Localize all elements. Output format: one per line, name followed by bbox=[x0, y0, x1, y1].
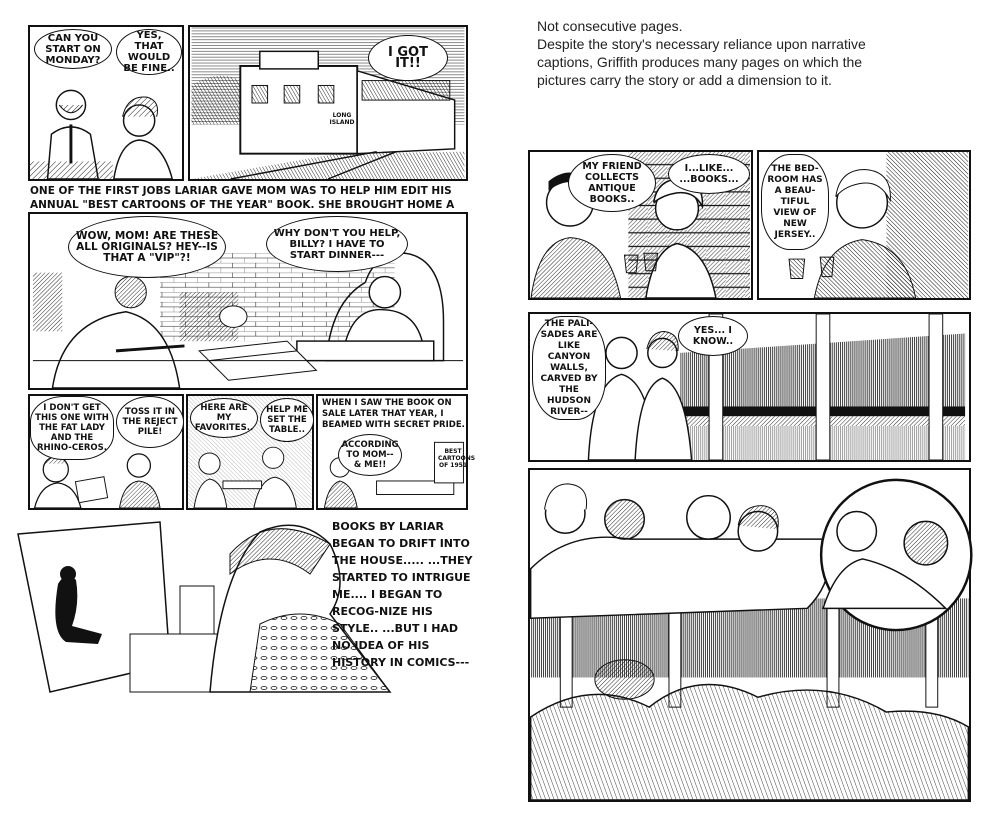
caption-books-by-lariar: BOOKS BY LARIAR BEGAN TO DRIFT INTO THE HOUSE..... ...THEY STARTED TO INTRIGUE ME.... I BEGAN TO RECOG-NIZE HIS STYLE.. ...BUT I HAD NO IDEA OF HIS HISTORY IN COMICS--- bbox=[332, 520, 473, 669]
bubble-can-you-start-monday: CAN YOU START ON MONDAY? bbox=[34, 29, 112, 69]
bubble-according-to-mom: ACCORDING TO MOM-- & ME!! bbox=[338, 434, 402, 476]
panel-palisades bbox=[528, 312, 971, 462]
embrace-bed-illustration bbox=[530, 470, 969, 800]
panel-favorites bbox=[186, 394, 314, 510]
panel-bedroom-view bbox=[757, 150, 971, 300]
bubble-my-friend-collects: MY FRIEND COLLECTS ANTIQUE BOOKS.. bbox=[568, 154, 656, 212]
panel-antique-books bbox=[528, 150, 753, 300]
train-sign-long-island: LONG ISLAND bbox=[329, 112, 355, 126]
bubble-yes-fine: YES, THAT WOULD BE FINE.. bbox=[116, 29, 182, 75]
bubble-i-got-it: I GOT IT!! bbox=[368, 35, 448, 81]
panel-book-on-sale bbox=[316, 394, 476, 510]
note-line-1: Not consecutive pages. bbox=[537, 18, 683, 34]
panel-living-room bbox=[28, 212, 468, 390]
bubble-palisades: THE PALI-SADES ARE LIKE CANYON WALLS, CARVED BY THE HUDSON RIVER-- bbox=[532, 316, 606, 420]
bubble-favorites: HERE ARE MY FAVORITES.. bbox=[190, 398, 258, 438]
caption-first-jobs: ONE OF THE FIRST JOBS LARIAR GAVE MOM WAS TO HELP HIM EDIT HIS ANNUAL "BEST CARTOONS OF THE YEAR" BOOK. SHE BROUGHT HOME A bbox=[30, 185, 455, 211]
caption-saw-book: WHEN I SAW THE BOOK ON SALE LATER THAT YEAR, I BEAMED WITH SECRET PRIDE. bbox=[322, 398, 465, 430]
panel-embrace bbox=[528, 468, 971, 802]
bubble-yes-i-know: YES... I KNOW.. bbox=[678, 316, 748, 356]
note-line-3: captions, Griffith produces many pages on which the bbox=[537, 54, 863, 70]
panel-train bbox=[188, 25, 468, 181]
panel-office-interview bbox=[28, 25, 184, 181]
note-line-2: Despite the story's necessary reliance upon narrative bbox=[537, 36, 866, 52]
bubble-set-table: HELP ME SET THE TABLE.. bbox=[260, 398, 314, 442]
bubble-i-like-books: I...LIKE... ...BOOKS... bbox=[668, 154, 750, 194]
page-note bbox=[537, 17, 967, 89]
bubble-bedroom-view: THE BED-ROOM HAS A BEAU-TIFUL VIEW OF NEW JERSEY.. bbox=[761, 154, 829, 250]
book-cover-label: BEST CARTOONS OF 1951 bbox=[438, 448, 476, 469]
panel-reject-pile bbox=[28, 394, 184, 510]
bubble-toss-it: TOSS IT IN THE REJECT PILE! bbox=[116, 396, 184, 448]
bubble-wow-mom: WOW, MOM! ARE THESE ALL ORIGINALS? HEY--IS THAT A "VIP"?! bbox=[68, 216, 226, 278]
bubble-why-dont-you-help: WHY DON'T YOU HELP, BILLY? I HAVE TO START DINNER--- bbox=[266, 216, 408, 272]
bubble-fat-lady: I DON'T GET THIS ONE WITH THE FAT LADY AND THE RHINO-CEROS. bbox=[30, 396, 114, 460]
note-line-4: pictures carry the story or add a dimension to it. bbox=[537, 72, 832, 88]
panel-drift-into-house bbox=[10, 514, 476, 692]
